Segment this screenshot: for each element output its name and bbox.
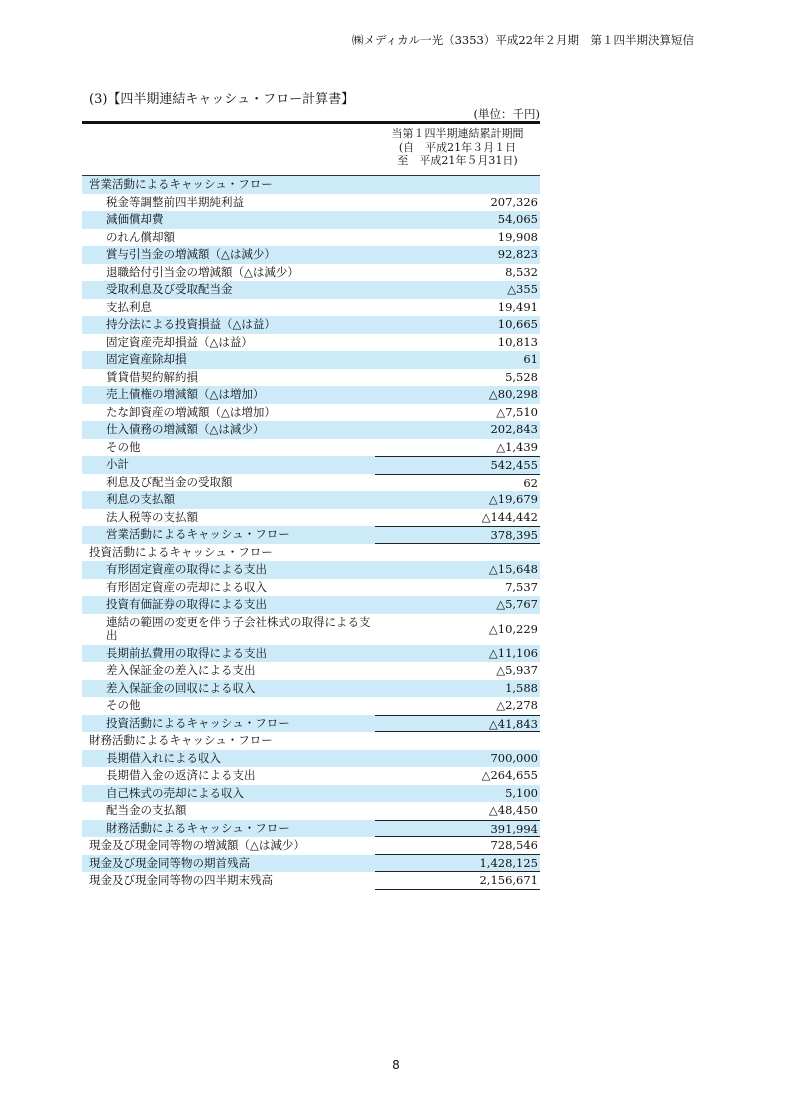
row-label: 支払利息 xyxy=(106,299,152,314)
table-row xyxy=(82,404,540,422)
table-row xyxy=(82,369,540,387)
page-number: 8 xyxy=(392,1058,400,1072)
row-label: 有形固定資産の売却による収入 xyxy=(106,579,267,594)
row-value: 207,326 xyxy=(490,194,538,209)
table-row xyxy=(82,281,540,299)
table-row xyxy=(82,386,540,404)
row-label: のれん償却額 xyxy=(106,229,175,244)
row-value: △7,510 xyxy=(496,404,538,419)
row-label: 長期借入金の返済による支出 xyxy=(106,768,256,782)
table-row xyxy=(82,509,540,527)
table-row xyxy=(82,680,540,698)
table-row xyxy=(82,697,540,715)
row-value: 62 xyxy=(375,474,540,492)
row-value: △5,937 xyxy=(496,663,538,677)
row-value: △2,278 xyxy=(496,698,538,712)
table-row xyxy=(82,579,540,597)
row-value: 5,528 xyxy=(505,369,538,384)
row-value: 8,532 xyxy=(505,264,538,279)
table-row xyxy=(82,785,540,803)
table-row xyxy=(82,229,540,247)
row-value: 700,000 xyxy=(490,750,538,765)
row-label: 長期前払費用の取得による支出 xyxy=(106,645,267,660)
row-value: △355 xyxy=(507,282,538,296)
row-label: 利息の支払額 xyxy=(106,492,175,506)
column-header xyxy=(375,127,540,168)
table-row xyxy=(82,299,540,317)
table-row xyxy=(82,802,540,820)
row-value: 728,546 xyxy=(375,837,540,855)
row-value: △144,442 xyxy=(481,509,538,524)
row-value: △5,767 xyxy=(496,597,538,611)
row-label: たな卸資産の増減額（△は増加） xyxy=(106,404,276,419)
row-value: 54,065 xyxy=(497,212,538,226)
table-row xyxy=(82,439,540,457)
row-label: 税金等調整前四半期純利益 xyxy=(106,194,244,209)
row-label: 有形固定資産の取得による支出 xyxy=(106,562,267,576)
table-row xyxy=(82,194,540,212)
table-row xyxy=(82,211,540,229)
row-value: △11,106 xyxy=(488,645,538,660)
row-label: 法人税等の支払額 xyxy=(106,509,198,524)
grand-row xyxy=(82,855,540,873)
row-label: 差入保証金の回収による収入 xyxy=(106,680,256,695)
table-row xyxy=(82,316,540,334)
row-label: 利息及び配当金の受取額 xyxy=(106,474,233,489)
row-label: 財務活動によるキャッシュ・フロー xyxy=(106,820,290,835)
running-header: ㈱メディカル一光（3353）平成22年２月期 第１四半期決算短信 xyxy=(352,33,694,47)
unit-label: (単位：千円) xyxy=(473,107,540,121)
section-title: (3)【四半期連結キャッシュ・フロー計算書】 xyxy=(89,92,355,107)
table-row xyxy=(82,662,540,680)
subtotal-row xyxy=(82,456,540,474)
row-label: 差入保証金の差入による支出 xyxy=(106,663,256,677)
row-value: 61 xyxy=(523,352,538,366)
table-row xyxy=(82,767,540,785)
table-row xyxy=(82,421,540,439)
row-label: その他 xyxy=(106,698,141,712)
column-header-from: (自 平成21年３月１日 xyxy=(398,140,517,154)
total-row xyxy=(82,820,540,838)
row-value: 542,455 xyxy=(375,456,540,474)
table-row xyxy=(82,334,540,352)
row-label: 投資有価証券の取得による支出 xyxy=(106,597,267,611)
table-row xyxy=(82,491,540,509)
row-label: 配当金の支払額 xyxy=(106,803,187,817)
row-label: 仕入債務の増減額（△は減少） xyxy=(106,422,265,436)
row-value: 202,843 xyxy=(490,422,538,436)
row-value: 5,100 xyxy=(505,785,538,800)
row-label: 現金及び現金同等物の期首残高 xyxy=(89,855,250,870)
row-label: 減価償却費 xyxy=(106,212,164,226)
row-label: 固定資産除却損 xyxy=(106,352,187,366)
row-value: △264,655 xyxy=(481,768,538,782)
table-row xyxy=(82,474,540,492)
top-rule-divider xyxy=(82,121,540,124)
row-label: 現金及び現金同等物の四半期末残高 xyxy=(89,873,273,887)
cash-flow-table xyxy=(82,175,540,890)
row-value xyxy=(375,176,540,194)
row-value xyxy=(375,732,540,750)
row-label: 財務活動によるキャッシュ・フロー xyxy=(89,733,273,747)
row-value: △41,843 xyxy=(375,715,540,733)
table-row xyxy=(82,246,540,264)
row-label: 自己株式の売却による収入 xyxy=(106,785,244,800)
column-header-period: 当第１四半期連結累計期間 xyxy=(391,127,524,140)
row-value: 19,491 xyxy=(497,299,538,314)
row-value: △1,439 xyxy=(496,439,538,454)
grand-row xyxy=(82,872,540,890)
row-value: 391,994 xyxy=(375,820,540,838)
table-row xyxy=(82,351,540,369)
column-header-to: 至 平成21年５月31日) xyxy=(397,154,518,167)
row-label: 売上債権の増減額（△は増加） xyxy=(106,387,265,401)
row-label: 投資活動によるキャッシュ・フロー xyxy=(89,544,273,559)
total-row xyxy=(82,526,540,544)
row-label: 持分法による投資損益（△は益） xyxy=(106,317,276,331)
row-value: △48,450 xyxy=(488,803,538,817)
table-row xyxy=(82,750,540,768)
row-value: 10,665 xyxy=(497,317,538,331)
row-label: 受取利息及び受取配当金 xyxy=(106,282,233,296)
row-label: 固定資産売却損益（△は益） xyxy=(106,334,253,349)
grand-row xyxy=(82,837,540,855)
row-label: 賞与引当金の増減額（△は減少） xyxy=(106,247,276,261)
row-value: 1,588 xyxy=(505,680,538,695)
row-label: 投資活動によるキャッシュ・フロー xyxy=(106,715,290,730)
table-row xyxy=(82,561,540,579)
row-value: 2,156,671 xyxy=(375,872,540,890)
table-row xyxy=(82,596,540,614)
row-label: 退職給付引当金の増減額（△は減少） xyxy=(106,264,299,279)
row-value: 10,813 xyxy=(497,334,538,349)
row-value: 92,823 xyxy=(497,247,538,261)
table-row xyxy=(82,614,540,645)
row-label: 小計 xyxy=(106,457,129,471)
row-label: 営業活動によるキャッシュ・フロー xyxy=(106,527,290,541)
row-label: 賃貸借契約解約損 xyxy=(106,369,198,384)
table-row xyxy=(82,264,540,282)
row-label: 営業活動によるキャッシュ・フロー xyxy=(89,177,273,191)
row-value: △19,679 xyxy=(488,492,538,506)
row-value: 378,395 xyxy=(375,526,540,544)
row-value: 1,428,125 xyxy=(375,855,540,873)
table-row xyxy=(82,645,540,663)
section-row xyxy=(82,544,540,562)
row-value: △10,229 xyxy=(488,621,538,636)
row-value xyxy=(375,544,540,562)
row-label: 長期借入れによる収入 xyxy=(106,750,221,765)
total-row xyxy=(82,715,540,733)
row-label: 現金及び現金同等物の増減額（△は減少） xyxy=(89,838,305,852)
row-value: 19,908 xyxy=(497,229,538,244)
row-value: △15,648 xyxy=(488,562,538,576)
section-row xyxy=(82,732,540,750)
row-label: 連結の範囲の変更を伴う子会社株式の取得による支出 xyxy=(106,614,371,642)
table-row xyxy=(82,176,540,194)
row-value: △80,298 xyxy=(488,387,538,401)
row-label: その他 xyxy=(106,439,141,454)
row-value: 7,537 xyxy=(505,579,538,594)
